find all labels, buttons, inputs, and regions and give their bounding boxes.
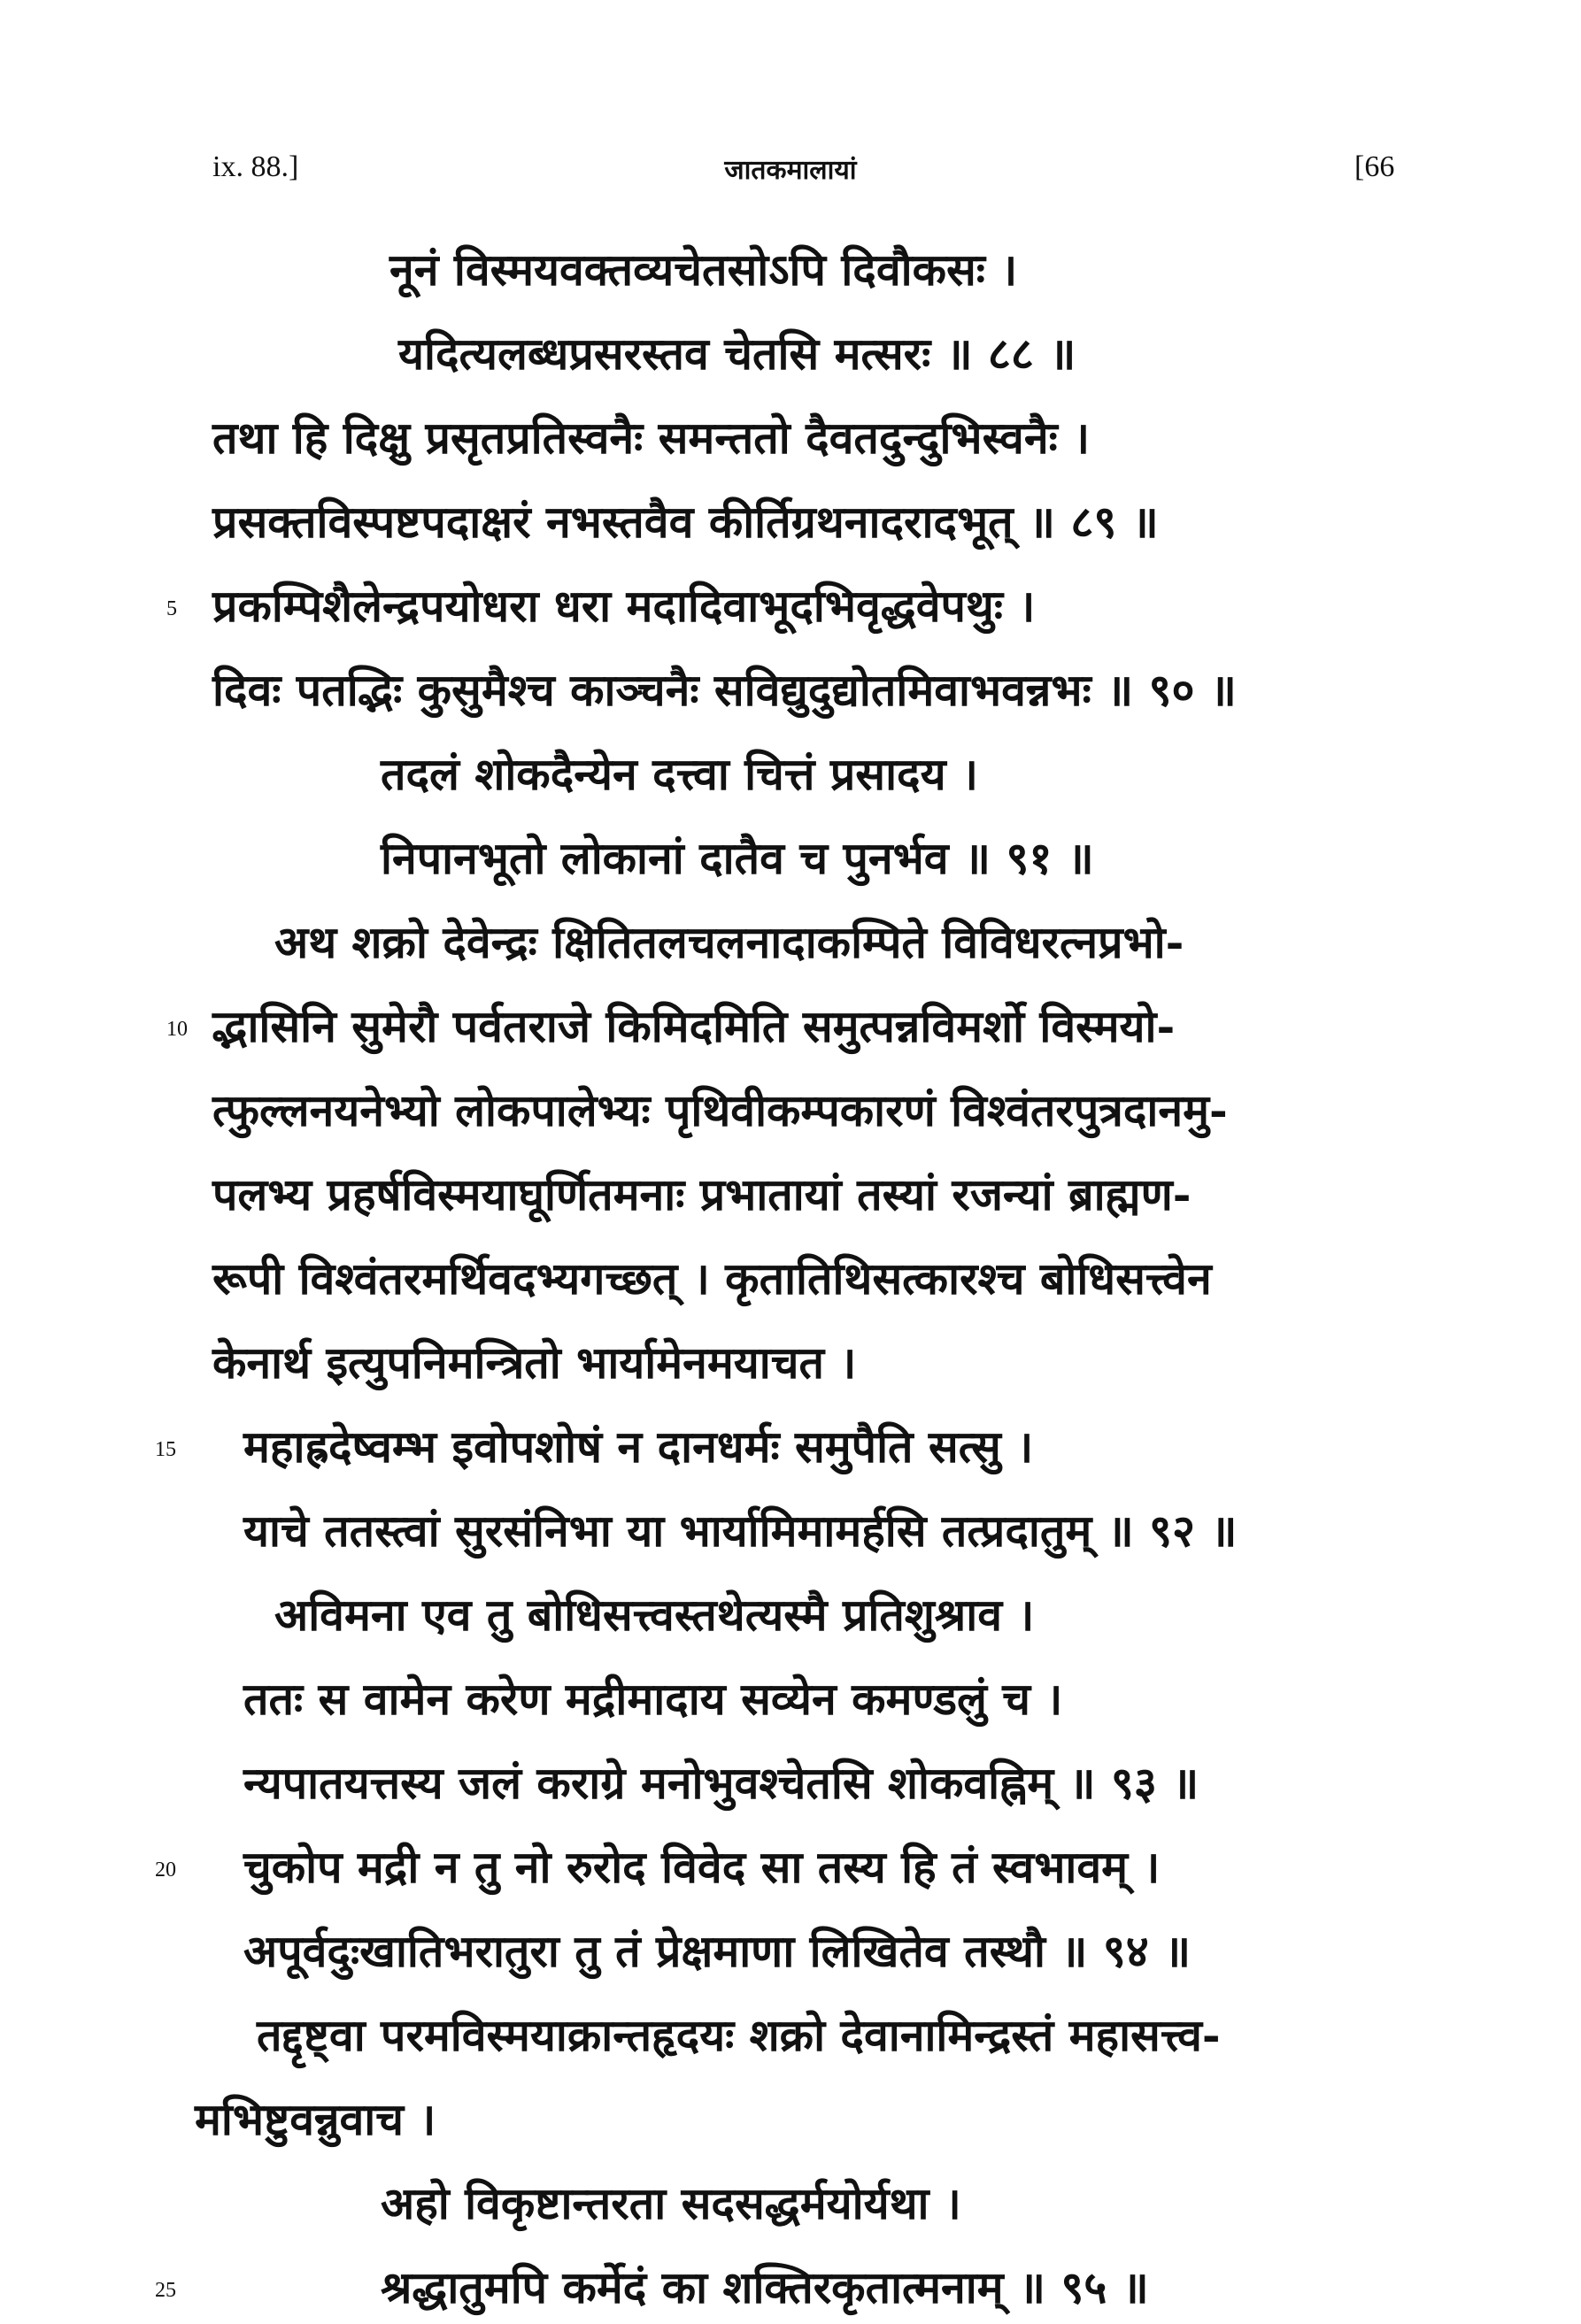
text-line: प्रकम्पिशैलेन्द्रपयोधरा धरा मदादिवाभूदभिवृद्धवेपथुः । [212, 580, 1036, 632]
text-line: अपूर्वदुःखातिभरातुरा तु तं प्रेक्षमाणा लिखितेव तस्थौ ॥ ९४ ॥ [243, 1925, 1192, 1977]
text-line: नूनं विस्मयवक्तव्यचेतसोऽपि दिवौकसः । [389, 243, 1018, 296]
text-line: द्भासिनि सुमेरौ पर्वतराजे किमिदमिति समुत्पन्नविमर्शो विस्मयो- [212, 1000, 1176, 1052]
text-line: रूपी विश्वंतरमर्थिवदभ्यगच्छत् । कृतातिथिसत्कारश्च बोधिसत्त्वेन [212, 1252, 1212, 1304]
line-number: 15 [155, 1438, 176, 1461]
page-number: [66 [1354, 150, 1395, 183]
text-line: तद्दृष्ट्वा परमविस्मयाक्रान्तहृदयः शक्रो देवानामिन्द्रस्तं महासत्त्व- [257, 2009, 1221, 2061]
text-line: अहो विकृष्टान्तरता सदसद्धर्मयोर्यथा । [381, 2177, 961, 2229]
text-line: तदलं शोकदैन्येन दत्त्वा चित्तं प्रसादय । [381, 748, 978, 800]
text-line: निपानभूतो लोकानां दातैव च पुनर्भव ॥ ९१ ॥ [381, 832, 1094, 884]
chapter-verse-reference: ix. 88.] [212, 150, 299, 183]
text-line: दिवः पतद्भिः कुसुमैश्च काञ्चनैः सविद्युदुद्योतमिवाभवन्नभः ॥ ९० ॥ [212, 664, 1237, 716]
text-line: चुकोप मद्री न तु नो रुरोद विवेद सा तस्य हि तं स्वभावम् । [243, 1841, 1161, 1893]
text-line: पलभ्य प्रहर्षविस्मयाघूर्णितमनाः प्रभातायां तस्यां रजन्यां ब्राह्मण- [212, 1168, 1192, 1220]
text-line: प्रसक्तविस्पष्टपदाक्षरं नभस्तवैव कीर्तिग्रथनादरादभूत् ॥ ८९ ॥ [212, 496, 1159, 548]
line-number: 5 [166, 597, 177, 620]
text-line: याचे ततस्त्वां सुरसंनिभा या भार्यामिमामर्हसि तत्प्रदातुम् ॥ ९२ ॥ [243, 1504, 1238, 1557]
running-title: जातकमालायां [724, 155, 857, 186]
text-line: केनार्थ इत्युपनिमन्त्रितो भार्यामेनमयाचत । [212, 1336, 857, 1389]
line-number: 20 [155, 1858, 176, 1882]
text-line: श्रद्धातुमपि कर्मेदं का शक्तिरकृतात्मनाम् ॥ ९५ ॥ [381, 2261, 1149, 2313]
text-line: अविमना एव तु बोधिसत्त्वस्तथेत्यस्मै प्रतिशुश्राव । [274, 1589, 1035, 1641]
text-line: न्यपातयत्तस्य जलं कराग्रे मनोभुवश्चेतसि शोकवह्निम् ॥ ९३ ॥ [243, 1757, 1199, 1809]
text-line: अथ शक्रो देवेन्द्रः क्षितितलचलनादाकम्पिते विविधरत्नप्रभो- [274, 916, 1184, 968]
line-number: 25 [155, 2279, 176, 2302]
text-line: ततः स वामेन करेण मद्रीमादाय सव्येन कमण्डलुं च । [243, 1673, 1063, 1725]
text-line: त्फुल्लनयनेभ्यो लोकपालेभ्यः पृथिवीकम्पकारणं विश्वंतरपुत्रदानमु- [212, 1084, 1228, 1136]
text-line: मभिष्टुवन्नुवाच । [195, 2093, 436, 2145]
text-line: महाह्रदेष्वम्भ इवोपशोषं न दानधर्मः समुपैति सत्सु । [243, 1420, 1034, 1473]
line-number: 10 [166, 1018, 188, 1041]
text-line: यदित्यलब्धप्रसरस्तव चेतसि मत्सरः ॥ ८८ ॥ [398, 327, 1076, 380]
text-line: तथा हि दिक्षु प्रसृतप्रतिस्वनैः समन्ततो दैवतदुन्दुभिस्वनैः । [212, 412, 1091, 464]
